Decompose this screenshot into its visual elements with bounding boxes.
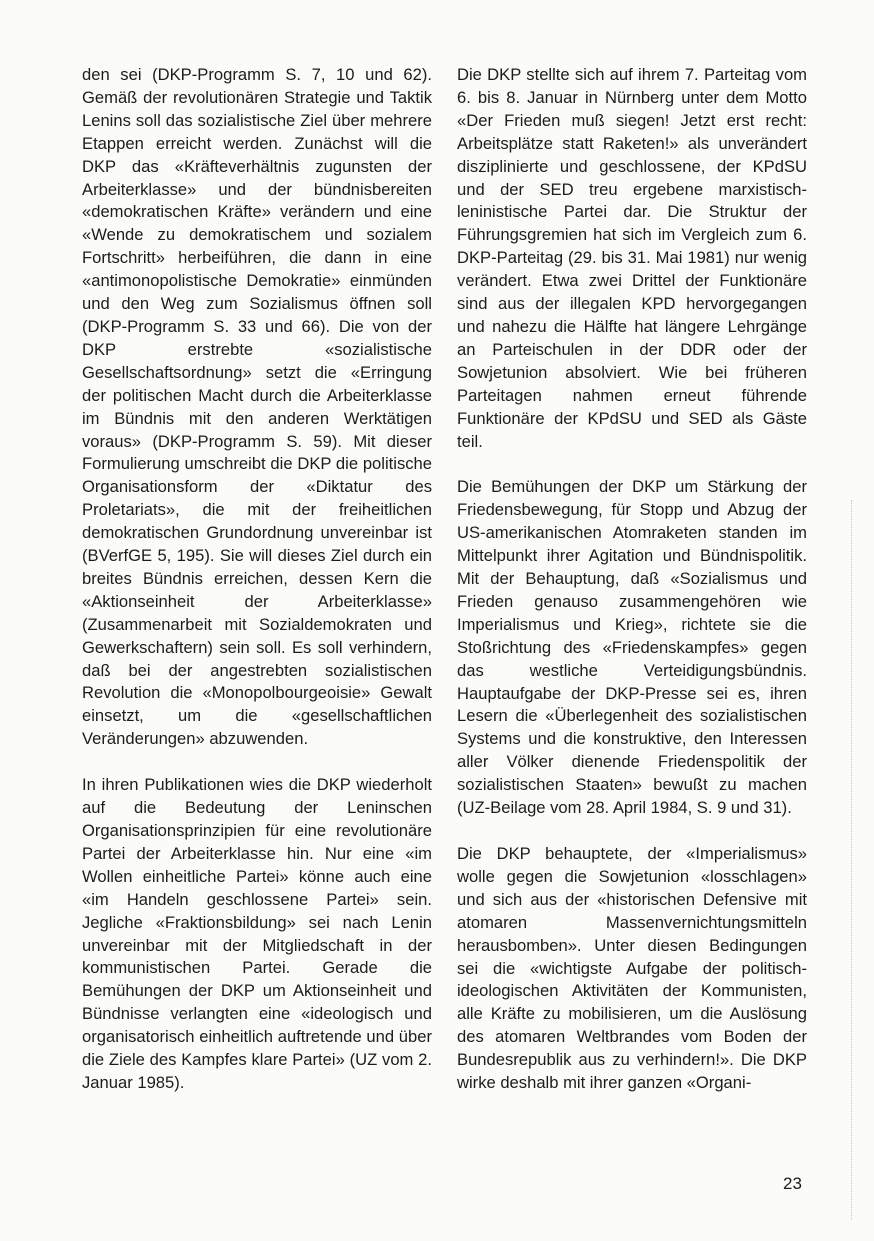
scan-edge-divider [851, 500, 853, 1220]
paragraph: Die DKP stellte sich auf ihrem 7. Parteitag vom 6. bis 8. Januar in Nürnberg unter dem Motto «Der Frieden muß siegen! Jetzt erst recht: Arbeitsplätze statt Raketen!» als unverändert disziplinierte und geschlossene, der KPdSU und der SED treu ergebene marxistisch-leninistische Partei dar. Die Struktur der Führungsgremien hat sich im Vergleich zum 6. DKP-Parteitag (29. bis 31. Mai 1981) nur wenig verändert. Etwa zwei Drittel der Funktionäre sind aus der illegalen KPD hervorgegangen und nahezu die Hälfte hat längere Lehrgänge an Parteischulen in der DDR oder der Sowjetunion absolviert. Wie bei früheren Parteitagen nahmen erneut führende Funktionäre der KPdSU und SED als Gäste teil. [457, 65, 807, 451]
paragraph: Die DKP behauptete, der «Imperialismus» wolle gegen die Sowjetunion «losschlagen» und sich aus der «historischen Defensive mit atomaren Massenvernichtungsmitteln herausbomben». Unter diesen Bedingungen sei die «wichtigste Aufgabe der politisch-ideologischen Aktivitäten der Kommunisten, alle Kräfte zu mobilisieren, um die Auslösung des atomaren Weltbrandes vom Boden der Bundesrepublik aus zu verhindern!». Die DKP wirke deshalb mit ihrer ganzen «Organi- [457, 844, 807, 1093]
left-column [82, 64, 432, 1117]
page-number: 23 [783, 1174, 802, 1193]
paragraph: Die Bemühungen der DKP um Stärkung der Friedensbewegung, für Stopp und Abzug der US-amerikanischen Atomraketen standen im Mittelpunkt ihrer Agitation und Bündnispolitik. Mit der Behauptung, daß «Sozialismus und Frieden genauso zusammengehören wie Imperialismus und Krieg», richtete sie die Stoßrichtung des «Friedenskampfes» gegen das westliche Verteidigungsbündnis. Hauptaufgabe der DKP-Presse sei es, ihren Lesern die «Überlegenheit des sozialistischen Systems und die konstruktive, den Interessen aller Völker dienende Friedenspolitik der sozialistischen Staaten» bewußt zu machen (UZ-Beilage vom 28. April 1984, S. 9 und 31). [457, 477, 807, 818]
right-column [457, 64, 807, 1117]
paragraph: den sei (DKP-Programm S. 7, 10 und 62). Gemäß der revolutionären Strategie und Taktik Lenins soll das sozialistische Ziel über mehrere Etappen erreicht werden. Zunächst will die DKP das «Kräfteverhältnis zugunsten der Arbeiterklasse» und der bündnisbereiten «demokratischen Kräfte» verändern und eine «Wende zu demokratischem und sozialem Fortschritt» herbeiführen, die dann in eine «antimonopolistische Demokratie» einmünden und den Weg zum Sozialismus öffnen soll (DKP-Programm S. 33 und 66). Die von der DKP erstrebte «sozialistische Gesellschaftsordnung» setzt die «Erringung der politischen Macht durch die Arbeiterklasse im Bündnis mit den anderen Werktätigen voraus» (DKP-Programm S. 59). Mit dieser Formulierung umschreibt die DKP die politische Organisationsform der «Diktatur des Proletariats», die mit der freiheitlichen demokratischen Grundordnung unvereinbar ist (BVerfGE 5, 195). Sie will dieses Ziel durch ein breites Bündnis erreichen, dessen Kern die «Aktionseinheit der Arbeiterklasse» (Zusammenarbeit mit Sozialdemokraten und Gewerkschaftern) sein soll. Es soll verhindern, daß bei der angestrebten sozialistischen Revolution die «Monopolbourgeoisie» Gewalt einsetzt, um die «gesellschaftlichen Veränderungen» abzuwenden. [82, 65, 432, 749]
paragraph: In ihren Publikationen wies die DKP wiederholt auf die Bedeutung der Leninschen Organisationsprinzipien für eine revolutionäre Partei der Arbeiterklasse hin. Nur eine «im Wollen einheitliche Partei» könne auch eine «im Handeln geschlossene Partei» sein. Jegliche «Fraktionsbildung» sei nach Lenin unvereinbar mit der Mitgliedschaft in der kommunistischen Partei. Gerade die Bemühungen der DKP um Aktionseinheit und Bündnisse verlangten eine «ideologisch und organisatorisch einheitlich auftretende und über die Ziele des Kampfes klare Partei» (UZ vom 2. Januar 1985). [82, 775, 432, 1092]
